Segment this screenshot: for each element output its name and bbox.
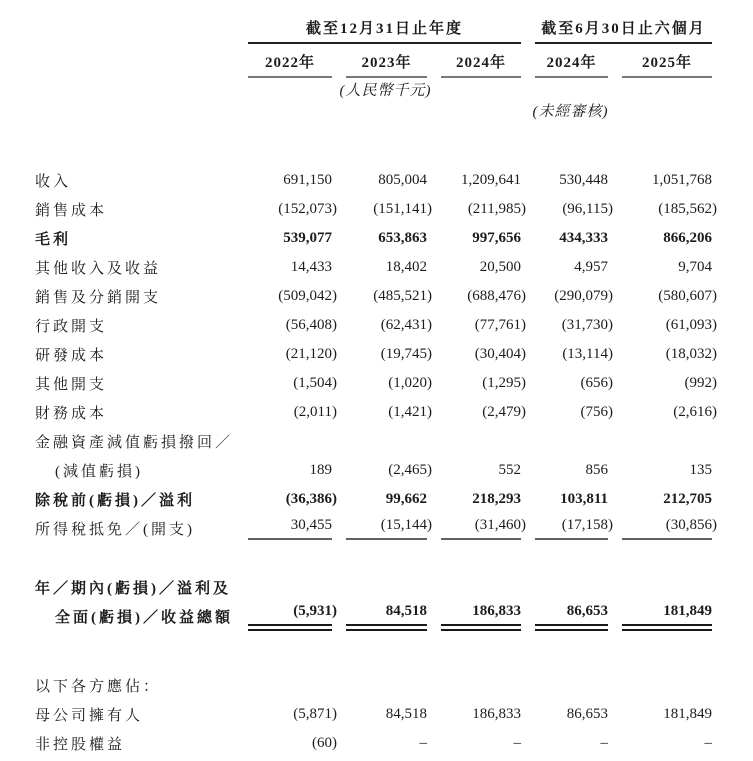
cell-value: 866,206: [663, 230, 713, 246]
year-header-2023: 2023年: [338, 44, 433, 78]
currency-unit-note: (人民幣千元): [339, 82, 432, 99]
year-header-2024-interim: 2024年: [527, 44, 614, 78]
cell-value: –: [419, 735, 427, 751]
header-spacer-cell: [35, 44, 240, 78]
cell-value: 181,849: [663, 602, 713, 619]
table-row: [35, 602, 718, 631]
cell-value: (18,032): [665, 346, 718, 362]
audit-note-cell: [527, 100, 614, 166]
table-row: [35, 166, 718, 195]
cell-value: 20,500: [479, 259, 522, 275]
cell-value: (1,295): [482, 375, 527, 391]
cell-value: 99,662: [385, 491, 427, 507]
row-label: 研發成本: [35, 348, 108, 364]
row-label: 所得稅抵免／(開支): [35, 522, 195, 538]
cell-value: (485,521): [373, 288, 432, 304]
cell-value: (2,465): [388, 462, 432, 478]
table-row: [35, 369, 718, 398]
cell-value: 691,150: [283, 172, 332, 188]
cell-value: 186,833: [472, 602, 522, 619]
column-group-annual-title: 截至12月31日止年度: [248, 17, 521, 44]
cell-value: 181,849: [663, 706, 713, 722]
cell-value: 84,518: [385, 706, 427, 722]
row-label: 年／期內(虧損)／溢利及: [35, 581, 231, 597]
spacer-row: [35, 631, 718, 671]
cell-value: 218,293: [472, 491, 522, 507]
cell-value: 552: [498, 462, 522, 478]
cell-value: (96,115): [562, 201, 614, 217]
table-row: [35, 282, 718, 311]
cell-value: 434,333: [559, 230, 609, 246]
cell-value: –: [704, 735, 713, 751]
year-header-2024: 2024年: [433, 44, 527, 78]
row-label: 財務成本: [35, 406, 108, 422]
cell-value: (151,141): [373, 201, 432, 217]
cell-value: 86,653: [566, 602, 609, 619]
cell-value: (21,120): [285, 346, 337, 362]
cell-value: (30,404): [474, 346, 527, 362]
row-label: 其他收入及收益: [35, 261, 162, 277]
table-row: [35, 195, 718, 224]
cell-value: (31,460): [474, 517, 527, 533]
cell-value: (2,616): [673, 404, 718, 420]
row-label: 毛利: [35, 232, 72, 248]
year-header-row: [35, 44, 718, 78]
table-row: [35, 224, 718, 253]
table-body: [35, 166, 718, 758]
cell-value: (60): [312, 735, 337, 751]
row-label: 其他開支: [35, 377, 108, 393]
financial-table: [35, 16, 718, 758]
cell-value: 189: [309, 462, 332, 478]
cell-value: (5,931): [293, 602, 337, 619]
cell-value: (290,079): [554, 288, 614, 304]
row-label: 以下各方應佔：: [35, 679, 162, 695]
cell-value: 997,656: [472, 230, 522, 246]
cell-value: 653,863: [378, 230, 427, 246]
row-label: 收入: [35, 174, 72, 190]
cell-value: (5,871): [293, 706, 337, 722]
cell-value: (580,607): [658, 288, 718, 304]
cell-value: (1,020): [388, 375, 432, 391]
cell-value: 84,518: [385, 602, 427, 619]
cell-value: (152,073): [278, 201, 337, 217]
table-row: [35, 700, 718, 729]
table-row: [35, 485, 718, 514]
cell-value: 530,448: [559, 172, 609, 188]
cell-value: 18,402: [385, 259, 427, 275]
cell-value: (61,093): [665, 317, 718, 333]
row-label: 非控股權益: [35, 737, 126, 753]
cell-value: (2,011): [293, 404, 337, 420]
cell-value: (2,479): [482, 404, 527, 420]
table-row: [35, 340, 718, 369]
row-label: 銷售成本: [35, 203, 108, 219]
cell-value: 14,433: [290, 259, 332, 275]
cell-value: (13,114): [562, 346, 614, 362]
table-row: [35, 456, 718, 485]
header-spacer-cell: [35, 16, 240, 44]
cell-value: 805,004: [378, 172, 427, 188]
cell-value: (185,562): [658, 201, 718, 217]
year-header-2022: 2022年: [240, 44, 338, 78]
unaudited-note: (未經審核): [532, 104, 609, 120]
row-label: 銷售及分銷開支: [35, 290, 162, 306]
cell-value: (211,985): [467, 201, 527, 217]
cell-value: 86,653: [566, 706, 609, 722]
table-row: [35, 514, 718, 543]
cell-value: (688,476): [467, 288, 527, 304]
cell-value: 135: [689, 462, 713, 478]
table-row: [35, 398, 718, 427]
cell-value: (756): [580, 404, 614, 420]
cell-value: (30,856): [665, 517, 718, 533]
row-label: 金融資產減值虧損撥回／: [35, 435, 234, 451]
cell-value: 4,957: [574, 259, 609, 275]
cell-value: –: [600, 735, 609, 751]
table-row: [35, 253, 718, 282]
table-row: [35, 573, 718, 602]
table-row: [35, 671, 718, 700]
row-label: 行政開支: [35, 319, 108, 335]
cell-value: (77,761): [474, 317, 527, 333]
cell-value: 1,209,641: [461, 172, 522, 188]
year-header-2025: 2025年: [614, 44, 718, 78]
cell-value: (992): [684, 375, 718, 391]
cell-value: 539,077: [283, 230, 332, 246]
table-header: [35, 16, 718, 166]
row-label: 除稅前(虧損)／溢利: [35, 493, 195, 509]
cell-value: 212,705: [663, 491, 713, 507]
currency-note-row: [35, 78, 718, 100]
cell-value: (62,431): [380, 317, 432, 333]
cell-value: (17,158): [561, 517, 614, 533]
table-row: [35, 311, 718, 340]
cell-value: 30,455: [290, 517, 332, 533]
row-label: (減值虧損): [55, 464, 143, 480]
cell-value: (15,144): [380, 517, 432, 533]
cell-value: (656): [580, 375, 614, 391]
row-label: 母公司擁有人: [35, 708, 144, 724]
cell-value: (509,042): [278, 288, 337, 304]
spacer-row: [35, 543, 718, 573]
cell-value: 856: [585, 462, 609, 478]
column-group-row: [35, 16, 718, 44]
column-group-interim: [527, 16, 718, 44]
row-label: 全面(虧損)／收益總額: [55, 610, 233, 626]
cell-value: –: [513, 735, 522, 751]
cell-value: (56,408): [285, 317, 337, 333]
cell-value: 1,051,768: [652, 172, 713, 188]
currency-unit-note-cell: [338, 78, 433, 100]
cell-value: (1,421): [388, 404, 432, 420]
cell-value: (31,730): [561, 317, 614, 333]
cell-value: (19,745): [380, 346, 432, 362]
cell-value: (36,386): [285, 491, 337, 507]
table-row: [35, 427, 718, 456]
cell-value: 9,704: [678, 259, 713, 275]
cell-value: 186,833: [472, 706, 522, 722]
cell-value: 103,811: [560, 491, 609, 507]
table-row: [35, 729, 718, 758]
audit-note-row: [35, 100, 718, 166]
column-group-interim-title: 截至6月30日止六個月: [535, 17, 712, 44]
cell-value: (1,504): [293, 375, 337, 391]
column-group-annual: [240, 16, 527, 44]
